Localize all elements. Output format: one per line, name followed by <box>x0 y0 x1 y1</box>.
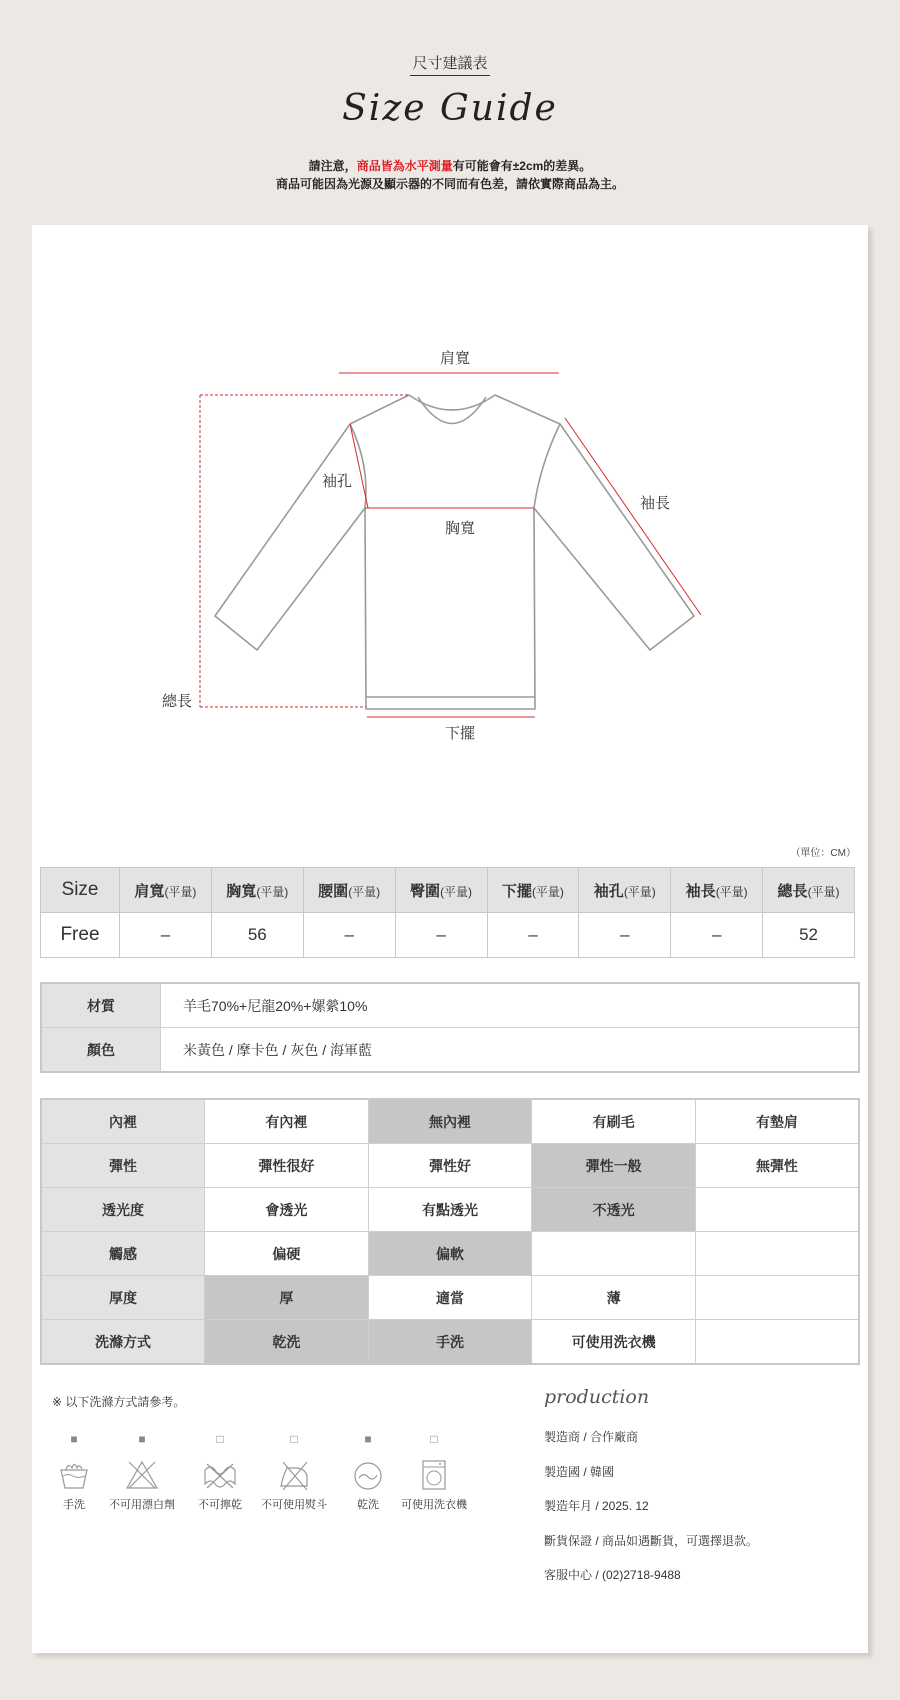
header-main: 腰圍 <box>318 882 349 900</box>
wash-label: 不可用漂白劑 <box>109 1499 175 1511</box>
no-bleach-icon <box>125 1458 159 1492</box>
page-title: Size Guide <box>342 88 558 129</box>
wash-label: 手洗 <box>63 1499 85 1511</box>
wash-mark: □ <box>216 1432 224 1446</box>
attribute-option: 有內裡 <box>205 1099 369 1144</box>
hem-label: 下擺 <box>445 725 476 742</box>
attribute-option: 偏硬 <box>205 1232 369 1276</box>
header-main: 胸寬 <box>226 882 257 900</box>
attribute-option: 有墊肩 <box>695 1099 859 1144</box>
attribute-label: 內裡 <box>41 1099 205 1144</box>
dry-clean-icon <box>351 1458 385 1492</box>
attribute-option: 乾洗 <box>205 1320 369 1365</box>
attribute-option: 不透光 <box>532 1188 696 1232</box>
attribute-label: 透光度 <box>41 1188 205 1232</box>
unit-note: （單位：CM） <box>790 848 856 859</box>
table-cell: – <box>303 913 395 958</box>
attribute-label: 彈性 <box>41 1144 205 1188</box>
chest-label: 胸寬 <box>445 520 476 537</box>
attribute-option: 可使用洗衣機 <box>532 1320 696 1365</box>
attribute-option: 無內裡 <box>368 1099 532 1144</box>
wash-item <box>254 1432 334 1512</box>
table-cell: 52 <box>763 913 855 958</box>
wash-mark: □ <box>430 1432 438 1446</box>
attribute-option <box>532 1232 696 1276</box>
sweater-body-outline <box>215 395 694 709</box>
attribute-option: 有點透光 <box>368 1188 532 1232</box>
wash-mark: ■ <box>70 1432 78 1446</box>
attribute-row <box>41 1099 859 1144</box>
attribute-option <box>695 1188 859 1232</box>
material-row <box>41 983 859 1028</box>
no-iron-icon <box>277 1458 311 1492</box>
production-title: production <box>544 1386 650 1408</box>
attribute-option <box>695 1232 859 1276</box>
wash-label: 可使用洗衣機 <box>401 1499 467 1511</box>
wash-mark: ■ <box>138 1432 146 1446</box>
wash-label: 乾洗 <box>357 1499 379 1511</box>
header-main: 肩寬 <box>134 882 165 900</box>
waist-header <box>303 868 395 913</box>
notice-post: 有可能會有±2cm的差異。 <box>452 159 592 173</box>
production-item: 客服中心 / (02)2718-9488 <box>544 1568 681 1582</box>
sleeve-measure-line <box>565 418 701 615</box>
wash-mark: ■ <box>364 1432 372 1446</box>
attribute-option: 偏軟 <box>368 1232 532 1276</box>
attribute-row <box>41 1276 859 1320</box>
hem-header <box>487 868 579 913</box>
attribute-option: 手洗 <box>368 1320 532 1365</box>
header-sub: (平量) <box>256 884 289 899</box>
wash-item <box>180 1432 260 1512</box>
attribute-option: 適當 <box>368 1276 532 1320</box>
sleeve-label: 袖長 <box>640 495 671 512</box>
length-header <box>763 868 855 913</box>
armhole-header <box>579 868 671 913</box>
no-wring-icon <box>203 1458 237 1492</box>
attribute-option: 彈性好 <box>368 1144 532 1188</box>
armhole-measure-line <box>350 424 368 508</box>
subtitle <box>0 52 900 73</box>
header-main: 袖長 <box>685 882 716 900</box>
attribute-option: 彈性一般 <box>532 1144 696 1188</box>
attribute-option: 有刷毛 <box>532 1099 696 1144</box>
wash-label: 不可使用熨斗 <box>261 1499 327 1511</box>
size-table-row <box>41 913 855 958</box>
wash-item <box>394 1432 474 1512</box>
attribute-row <box>41 1232 859 1276</box>
attribute-option <box>695 1276 859 1320</box>
header-main: 袖孔 <box>593 882 624 900</box>
production-item: 斷貨保證 / 商品如遇斷貨，可選擇退款。 <box>544 1533 759 1548</box>
attribute-option: 厚 <box>205 1276 369 1320</box>
notice-line-2: 商品可能因為光源及顯示器的不同而有色差，請依實際商品為主。 <box>275 177 624 191</box>
attribute-label: 厚度 <box>41 1276 205 1320</box>
color-value: 米黃色 / 摩卡色 / 灰色 / 海軍藍 <box>161 1028 860 1073</box>
attribute-row <box>41 1144 859 1188</box>
attribute-option: 無彈性 <box>695 1144 859 1188</box>
wash-label: 不可擰乾 <box>198 1499 242 1511</box>
header-main: Size <box>61 879 99 900</box>
attribute-option <box>695 1320 859 1365</box>
table-cell: – <box>579 913 671 958</box>
header-sub: (平量) <box>348 884 381 899</box>
material-table <box>40 982 860 1073</box>
color-row <box>41 1028 859 1073</box>
chest-header <box>211 868 303 913</box>
header-main: 總長 <box>777 882 808 900</box>
subtitle-text: 尺寸建議表 <box>410 55 489 76</box>
attribute-row <box>41 1320 859 1365</box>
size-header <box>41 868 120 913</box>
attribute-label: 洗滌方式 <box>41 1320 205 1365</box>
header-sub: (平量) <box>623 884 656 899</box>
header-sub: (平量) <box>531 884 564 899</box>
production-item: 製造商 / 合作廠商 <box>544 1430 639 1444</box>
header-sub: (平量) <box>440 884 473 899</box>
notice-pre: 請注意， <box>308 159 357 173</box>
wash-item <box>102 1432 182 1512</box>
material-value: 羊毛70%+尼龍20%+嫘縈10% <box>161 983 860 1028</box>
size-table <box>40 867 855 958</box>
hip-header <box>395 868 487 913</box>
attribute-option: 薄 <box>532 1276 696 1320</box>
sleeve-header <box>671 868 763 913</box>
size-table-header <box>41 868 855 913</box>
shoulder-header <box>120 868 212 913</box>
material-label: 材質 <box>41 983 161 1028</box>
header-main: 臀圍 <box>410 882 441 900</box>
length-label: 總長 <box>162 693 193 710</box>
armhole-label: 袖孔 <box>322 473 353 490</box>
color-label: 顏色 <box>41 1028 161 1073</box>
header-main: 下擺 <box>501 882 532 900</box>
shoulder-label: 肩寬 <box>440 350 471 367</box>
table-cell: 56 <box>211 913 303 958</box>
table-cell: – <box>120 913 212 958</box>
hand-wash-icon <box>57 1458 91 1492</box>
attribute-row <box>41 1188 859 1232</box>
wash-mark: □ <box>290 1432 298 1446</box>
notice-highlight: 商品皆為水平測量 <box>356 159 453 173</box>
length-measure-guide <box>200 395 409 707</box>
attribute-table <box>40 1098 860 1365</box>
production-item: 製造年月 / 2025. 12 <box>544 1499 649 1513</box>
header-sub: (平量) <box>807 884 840 899</box>
attribute-option: 會透光 <box>205 1188 369 1232</box>
attribute-label: 觸感 <box>41 1232 205 1276</box>
table-cell: – <box>671 913 763 958</box>
size-cell: Free <box>41 913 120 958</box>
wash-note: ※ 以下洗滌方式請參考。 <box>52 1395 186 1409</box>
header-sub: (平量) <box>164 884 197 899</box>
table-cell: – <box>487 913 579 958</box>
table-cell: – <box>395 913 487 958</box>
production-item: 製造國 / 韓國 <box>544 1464 615 1479</box>
right-armhole-seam <box>534 424 560 508</box>
notice-line-1 <box>0 157 900 174</box>
washing-machine-icon <box>417 1458 451 1492</box>
garment-diagram <box>32 225 868 845</box>
header-sub: (平量) <box>715 884 748 899</box>
attribute-option: 彈性很好 <box>205 1144 369 1188</box>
